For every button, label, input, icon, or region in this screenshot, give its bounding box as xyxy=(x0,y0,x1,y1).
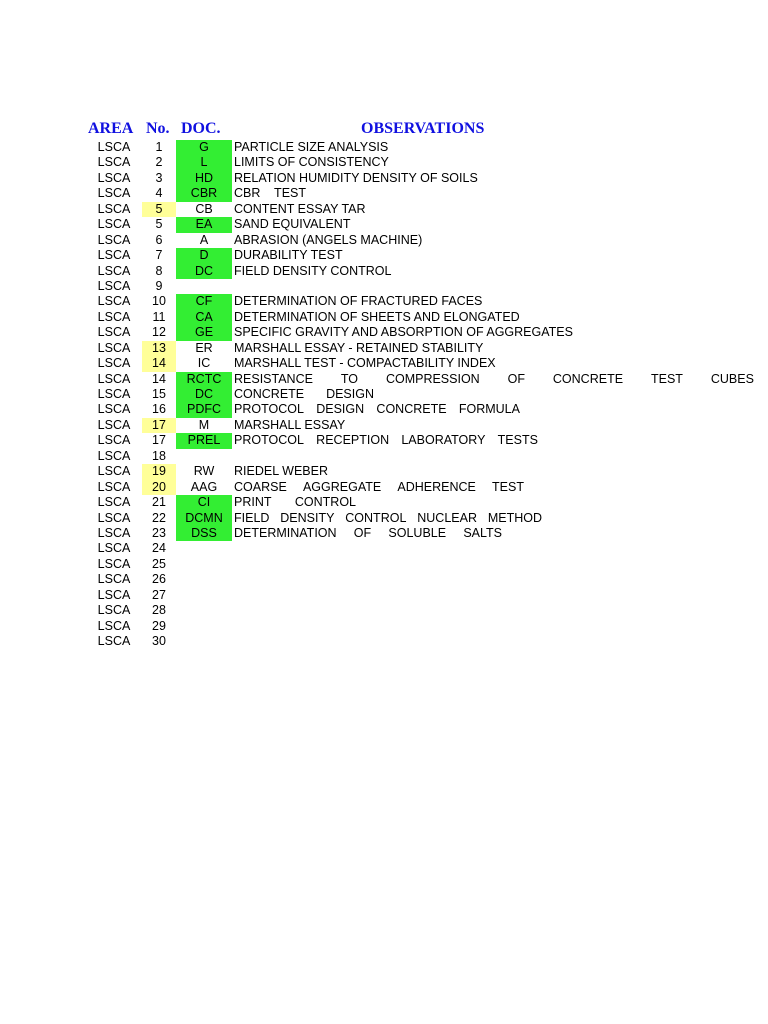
number-cell: 5 xyxy=(155,217,163,232)
table-row xyxy=(86,433,756,448)
observation-cell xyxy=(234,449,754,464)
area-cell: LSCA xyxy=(97,186,131,201)
area-cell: LSCA xyxy=(97,479,131,494)
header-area: AREA xyxy=(88,120,134,137)
observation-word: CUBES xyxy=(710,371,754,386)
observation-cell xyxy=(234,557,754,572)
observation-cell xyxy=(234,634,754,649)
number-cell: 3 xyxy=(155,170,163,185)
number-cell: 20 xyxy=(142,480,176,495)
area-cell: LSCA xyxy=(97,371,131,386)
observation-cell xyxy=(234,495,356,510)
observation-word: TEST xyxy=(650,371,683,386)
observation-word: PROTOCOL xyxy=(234,402,304,417)
observation-cell xyxy=(234,279,754,294)
observation-word: METHOD xyxy=(487,510,542,525)
number-cell: 23 xyxy=(152,525,166,540)
area-cell: LSCA xyxy=(97,556,131,571)
area-cell: LSCA xyxy=(97,525,131,540)
area-cell: LSCA xyxy=(97,634,131,648)
observation-cell xyxy=(234,402,520,417)
observation-word: RECEPTION xyxy=(316,433,390,448)
doc-code-cell: GE xyxy=(176,325,232,340)
observation-word: OF xyxy=(507,371,525,386)
number-cell: 11 xyxy=(152,309,166,324)
area-cell: LSCA xyxy=(97,541,131,556)
number-cell: 30 xyxy=(152,634,166,648)
doc-code-cell: A xyxy=(199,232,209,247)
table-body xyxy=(86,140,756,649)
table-row xyxy=(86,495,756,510)
table-row xyxy=(86,634,756,649)
table-row xyxy=(86,387,756,402)
observations-sheet xyxy=(86,118,756,649)
area-cell: LSCA xyxy=(97,402,131,417)
table-row xyxy=(86,202,756,217)
observation-cell: MARSHALL ESSAY xyxy=(234,417,346,432)
area-cell: LSCA xyxy=(97,510,131,525)
observation-cell xyxy=(234,511,542,526)
observation-word: TEST xyxy=(492,479,524,494)
header-observations: OBSERVATIONS xyxy=(361,120,485,137)
area-cell: LSCA xyxy=(97,278,131,293)
table-row xyxy=(86,356,756,371)
observation-cell xyxy=(234,480,524,495)
observation-cell xyxy=(234,588,754,603)
header-doc: DOC. xyxy=(181,120,221,137)
doc-code-cell: M xyxy=(198,417,210,432)
observation-word: TO xyxy=(340,371,359,386)
number-cell: 27 xyxy=(152,587,166,602)
doc-code-cell: G xyxy=(176,140,232,155)
doc-code-cell xyxy=(176,541,232,556)
number-cell: 19 xyxy=(142,464,176,479)
observation-word: OF xyxy=(353,525,372,540)
observation-cell: MARSHALL ESSAY - RETAINED STABILITY xyxy=(234,340,484,355)
observation-word: CONCRETE xyxy=(552,371,624,386)
doc-code-cell xyxy=(176,619,232,634)
observation-word: CONTROL xyxy=(345,510,407,525)
observation-cell xyxy=(234,433,538,448)
area-cell: LSCA xyxy=(97,433,131,448)
number-cell: 18 xyxy=(152,448,166,463)
observation-cell: RELATION HUMIDITY DENSITY OF SOILS xyxy=(234,170,478,185)
area-cell: LSCA xyxy=(97,618,131,633)
observation-cell: FIELD DENSITY CONTROL xyxy=(234,263,392,278)
area-cell: LSCA xyxy=(97,248,131,263)
number-cell: 7 xyxy=(155,248,163,263)
table-row xyxy=(86,557,756,572)
doc-code-cell: CI xyxy=(176,495,232,510)
doc-code-cell xyxy=(176,572,232,587)
observation-cell xyxy=(234,572,754,587)
table-row xyxy=(86,541,756,556)
area-cell: LSCA xyxy=(97,356,131,371)
doc-code-cell: RW xyxy=(193,464,215,479)
observation-cell: MARSHALL TEST - COMPACTABILITY INDEX xyxy=(234,356,496,371)
number-cell: 14 xyxy=(142,356,176,371)
observation-word: FIELD xyxy=(234,510,270,525)
observation-word: DESIGN xyxy=(316,402,365,417)
number-cell: 4 xyxy=(155,186,163,201)
doc-code-cell xyxy=(176,449,232,464)
doc-code-cell xyxy=(176,588,232,603)
area-cell: LSCA xyxy=(97,263,131,278)
area-cell: LSCA xyxy=(97,448,131,463)
observation-cell xyxy=(234,387,374,402)
area-cell: LSCA xyxy=(97,587,131,602)
doc-code-cell: CB xyxy=(195,201,213,216)
area-cell: LSCA xyxy=(97,417,131,432)
table-row xyxy=(86,464,756,479)
number-cell: 9 xyxy=(155,278,163,293)
doc-code-cell xyxy=(176,603,232,618)
area-cell: LSCA xyxy=(97,495,131,510)
doc-code-cell: PDFC xyxy=(176,402,232,417)
observation-cell: CONTENT ESSAY TAR xyxy=(234,201,366,216)
number-cell: 15 xyxy=(152,387,166,401)
observation-cell: LIMITS OF CONSISTENCY xyxy=(234,155,389,170)
doc-code-cell: DC xyxy=(176,387,232,402)
observation-word: LABORATORY xyxy=(401,433,486,448)
number-cell: 10 xyxy=(152,294,166,309)
table-row xyxy=(86,140,756,155)
number-cell: 5 xyxy=(142,202,176,217)
observation-cell xyxy=(234,541,754,556)
observation-word: RESISTANCE xyxy=(234,371,313,386)
table-row xyxy=(86,619,756,634)
observation-cell: DETERMINATION OF SHEETS AND ELONGATED xyxy=(234,309,520,324)
number-cell: 21 xyxy=(152,495,166,510)
observation-cell: CBR TEST xyxy=(234,186,307,201)
header-row xyxy=(86,118,756,140)
area-cell: LSCA xyxy=(97,140,131,154)
observation-word: TESTS xyxy=(497,433,538,448)
table-row xyxy=(86,588,756,603)
observation-cell: DETERMINATION OF FRACTURED FACES xyxy=(234,294,483,309)
doc-code-cell: EA xyxy=(176,217,232,232)
table-row xyxy=(86,171,756,186)
observation-word: COMPRESSION xyxy=(385,371,480,386)
number-cell: 25 xyxy=(152,556,166,571)
doc-code-cell: CF xyxy=(176,294,232,309)
table-row xyxy=(86,449,756,464)
doc-code-cell: HD xyxy=(176,171,232,186)
table-row xyxy=(86,279,756,294)
number-cell: 13 xyxy=(142,341,176,356)
observation-word: NUCLEAR xyxy=(417,510,477,525)
table-row xyxy=(86,264,756,279)
observation-word: DETERMINATION xyxy=(234,525,337,540)
observation-cell: SPECIFIC GRAVITY AND ABSORPTION OF AGGREGATES xyxy=(234,325,573,340)
header-no: No. xyxy=(146,120,170,137)
doc-code-cell xyxy=(176,634,232,649)
observation-cell: SAND EQUIVALENT xyxy=(234,217,351,232)
doc-code-cell xyxy=(176,279,232,294)
doc-code-cell: DSS xyxy=(176,526,232,541)
number-cell: 1 xyxy=(155,140,163,154)
area-cell: LSCA xyxy=(97,155,131,170)
observation-cell: ABRASION (ANGELS MACHINE) xyxy=(234,232,423,247)
doc-code-cell: RCTC xyxy=(176,372,232,387)
number-cell: 17 xyxy=(152,433,166,448)
table-row xyxy=(86,325,756,340)
number-cell: 6 xyxy=(155,232,163,247)
number-cell: 29 xyxy=(152,618,166,633)
doc-code-cell xyxy=(176,557,232,572)
area-cell: LSCA xyxy=(97,340,131,355)
table-row xyxy=(86,310,756,325)
table-row xyxy=(86,217,756,232)
area-cell: LSCA xyxy=(97,217,131,232)
area-cell: LSCA xyxy=(97,232,131,247)
observation-word: AGGREGATE xyxy=(302,479,382,494)
area-cell: LSCA xyxy=(97,572,131,587)
doc-code-cell: DCMN xyxy=(176,511,232,526)
table-row xyxy=(86,603,756,618)
number-cell: 14 xyxy=(152,371,166,386)
number-cell: 28 xyxy=(152,603,166,618)
observation-cell xyxy=(234,372,754,387)
number-cell: 24 xyxy=(152,541,166,556)
table-row xyxy=(86,155,756,170)
doc-code-cell: PREL xyxy=(176,433,232,448)
table-row xyxy=(86,372,756,387)
number-cell: 17 xyxy=(142,418,176,433)
number-cell: 8 xyxy=(155,263,163,278)
observation-cell xyxy=(234,603,754,618)
observation-word: DESIGN xyxy=(326,387,374,401)
area-cell: LSCA xyxy=(97,603,131,618)
area-cell: LSCA xyxy=(97,309,131,324)
doc-code-cell: L xyxy=(176,155,232,170)
observation-cell: RIEDEL WEBER xyxy=(234,464,329,479)
area-cell: LSCA xyxy=(97,294,131,309)
table-row xyxy=(86,248,756,263)
table-row xyxy=(86,526,756,541)
table-row xyxy=(86,233,756,248)
table-row xyxy=(86,511,756,526)
observation-word: CONTROL xyxy=(294,495,356,510)
observation-word: SOLUBLE xyxy=(388,525,447,540)
observation-word: CONCRETE xyxy=(234,387,305,401)
doc-code-cell: DC xyxy=(176,264,232,279)
observation-word: COARSE xyxy=(234,479,287,494)
number-cell: 16 xyxy=(152,402,166,417)
observation-word: PRINT xyxy=(234,495,272,510)
number-cell: 12 xyxy=(152,325,166,340)
table-row xyxy=(86,480,756,495)
observation-word: PROTOCOL xyxy=(234,433,304,448)
number-cell: 2 xyxy=(155,155,163,170)
area-cell: LSCA xyxy=(97,325,131,340)
area-cell: LSCA xyxy=(97,464,131,479)
table-row xyxy=(86,186,756,201)
table-row xyxy=(86,572,756,587)
table-row xyxy=(86,341,756,356)
observation-cell: PARTICLE SIZE ANALYSIS xyxy=(234,140,389,154)
number-cell: 26 xyxy=(152,572,166,587)
doc-code-cell: ER xyxy=(195,340,213,355)
observation-cell: DURABILITY TEST xyxy=(234,248,343,263)
doc-code-cell: CBR xyxy=(176,186,232,201)
doc-code-cell: AAG xyxy=(190,479,218,494)
observation-word: CONCRETE xyxy=(376,402,447,417)
number-cell: 22 xyxy=(152,510,166,525)
area-cell: LSCA xyxy=(97,201,131,216)
observation-word: SALTS xyxy=(463,525,502,540)
doc-code-cell: CA xyxy=(176,310,232,325)
table-row xyxy=(86,294,756,309)
area-cell: LSCA xyxy=(97,170,131,185)
doc-code-cell: IC xyxy=(197,356,211,371)
doc-code-cell: D xyxy=(176,248,232,263)
observation-cell xyxy=(234,619,754,634)
table-row xyxy=(86,418,756,433)
table-row xyxy=(86,402,756,417)
observation-word: FORMULA xyxy=(458,402,520,417)
observation-word: DENSITY xyxy=(280,510,335,525)
observation-cell xyxy=(234,526,502,541)
observation-word: ADHERENCE xyxy=(397,479,476,494)
area-cell: LSCA xyxy=(97,387,131,401)
